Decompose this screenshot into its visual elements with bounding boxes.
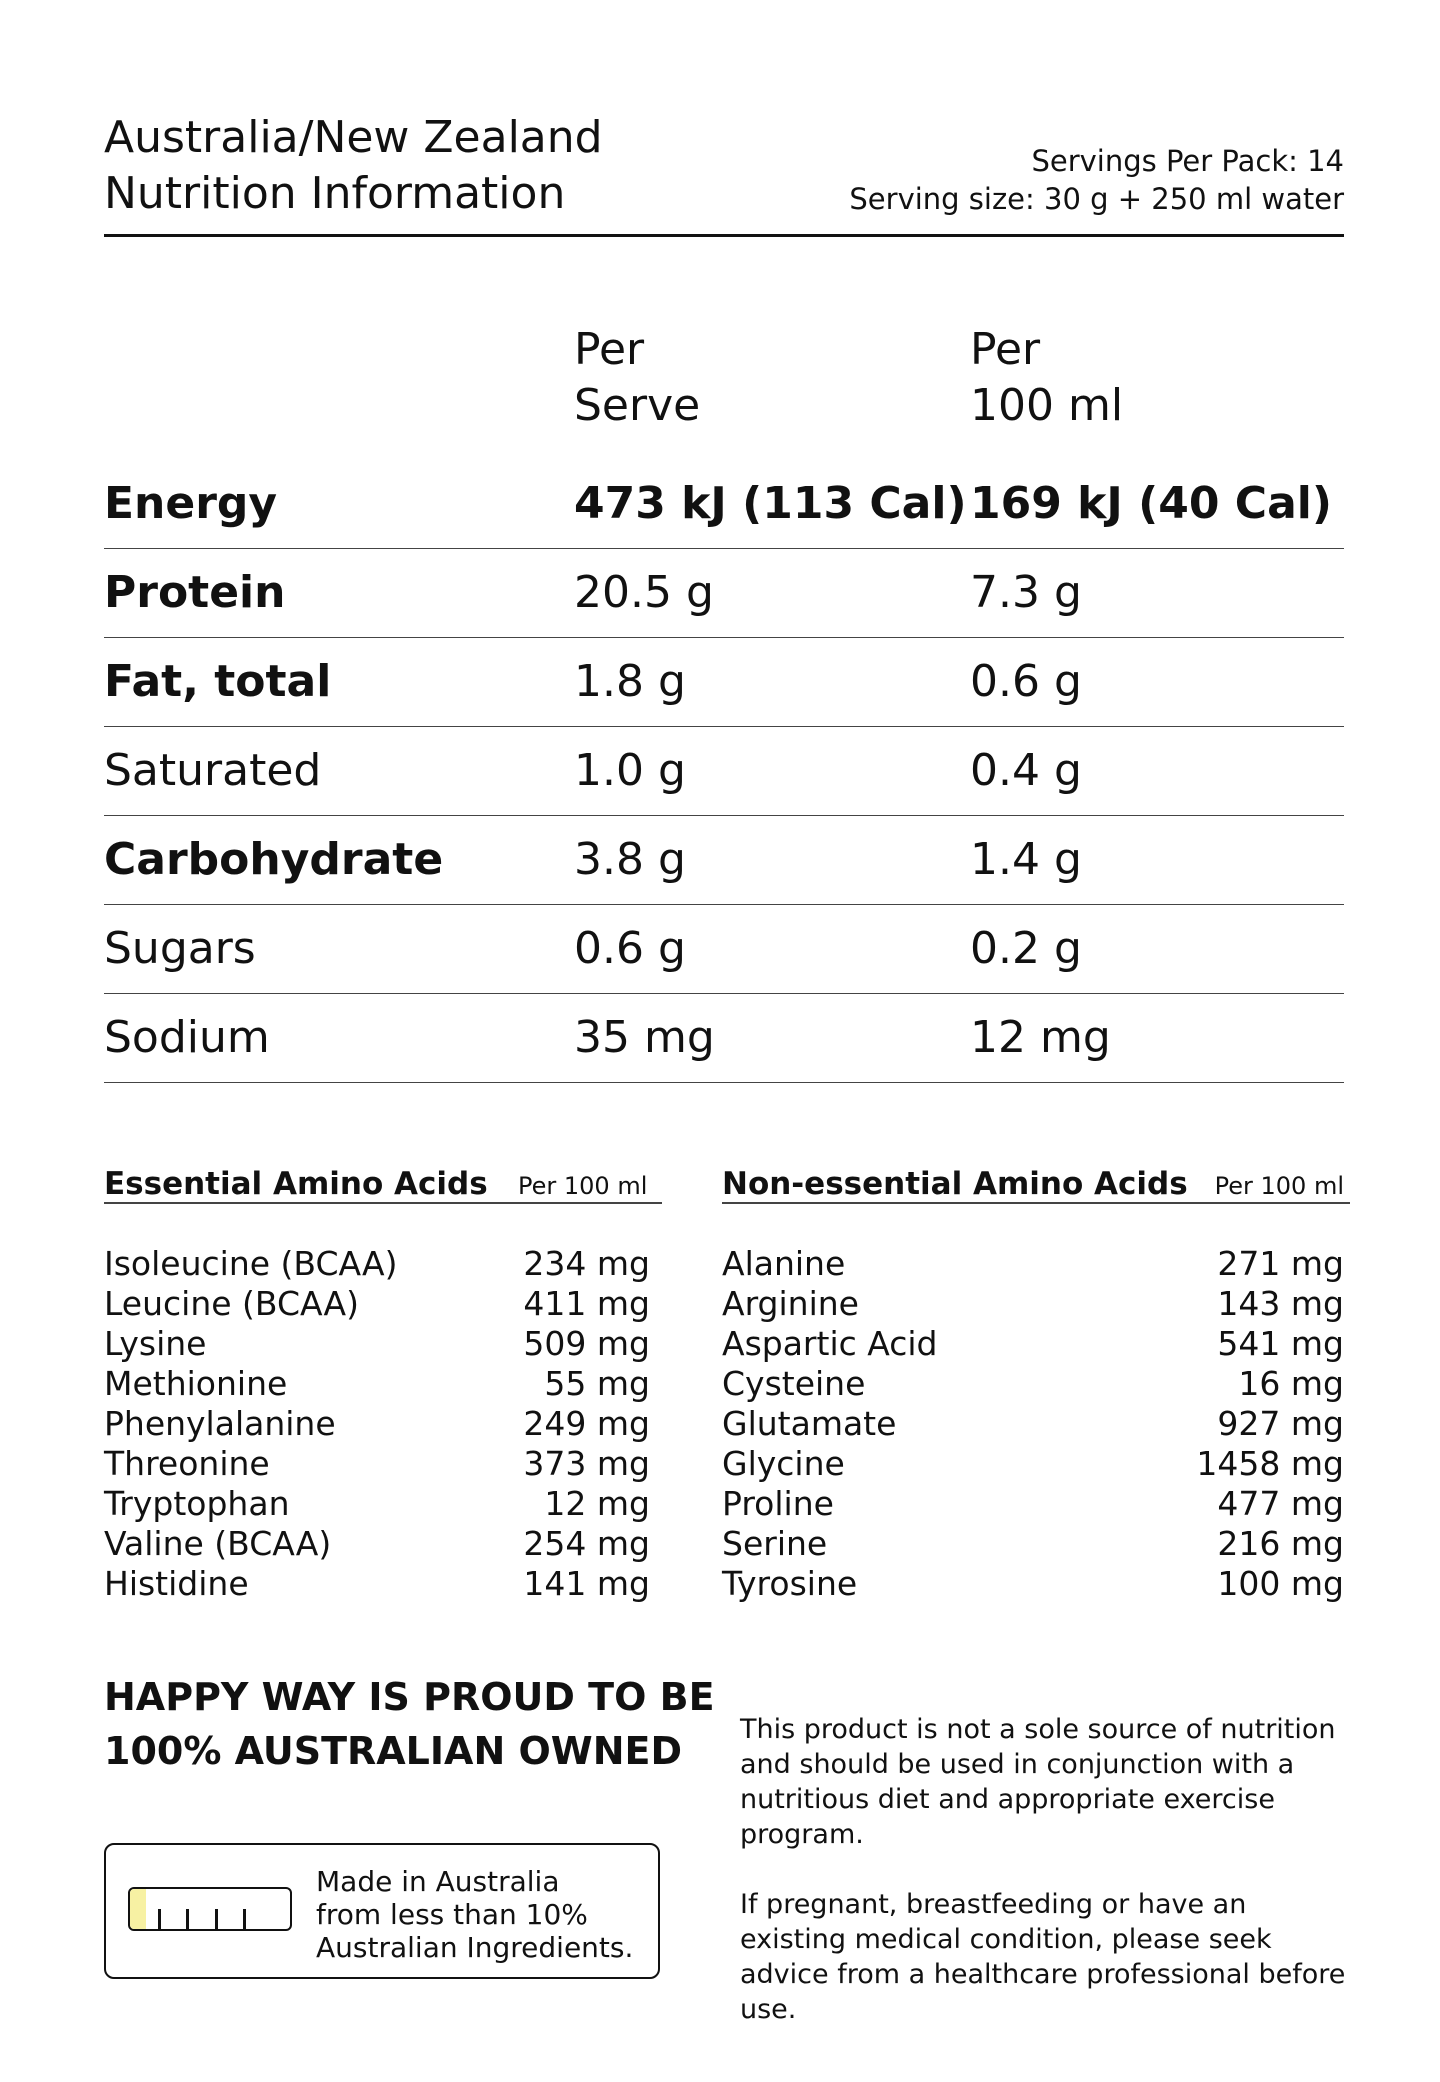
amino-value: 477 mg — [1217, 1484, 1344, 1523]
nutrition-row-sugars — [104, 905, 1344, 994]
amino-value: 1458 mg — [1196, 1444, 1344, 1483]
amino-value: 373 mg — [523, 1444, 650, 1483]
amino-name: Isoleucine (BCAA) — [104, 1244, 398, 1283]
list-item — [722, 1324, 1344, 1364]
servings-per-pack: Servings Per Pack: 14 — [1031, 144, 1344, 178]
list-item — [104, 1564, 650, 1604]
essential-amino-title: Essential Amino Acids — [104, 1166, 488, 1202]
nutrient-name: Carbohydrate — [104, 834, 444, 885]
nutrition-row-energy — [104, 460, 1344, 549]
nutrient-per-serve: 0.6 g — [574, 923, 686, 974]
made-line-3: Australian Ingredients. — [316, 1931, 634, 1964]
bar-tick — [186, 1909, 189, 1929]
amino-value: 271 mg — [1217, 1244, 1344, 1283]
list-item — [104, 1484, 650, 1524]
made-line-2: from less than 10% — [316, 1898, 588, 1931]
disclaimer-paragraph-1: This product is not a sole source of nutrition and should be used in conjunction with a nutritious diet and appropriate exercise program. — [740, 1714, 1336, 1850]
nutrient-per-serve: 35 mg — [574, 1012, 715, 1063]
col-100ml-line-2: 100 ml — [970, 380, 1124, 431]
list-item — [104, 1364, 650, 1404]
list-item — [104, 1404, 650, 1444]
nutrient-per-100ml: 169 kJ (40 Cal) — [970, 478, 1332, 529]
amino-name: Serine — [722, 1524, 828, 1563]
list-item — [104, 1524, 650, 1564]
disclaimer-paragraph-2: If pregnant, breastfeeding or have an existing medical condition, please seek advice from a healthcare professional before use. — [740, 1889, 1346, 2025]
list-item — [722, 1524, 1344, 1564]
amino-value: 541 mg — [1217, 1324, 1344, 1363]
bar-tick — [215, 1909, 218, 1929]
list-item — [722, 1444, 1344, 1484]
amino-value: 55 mg — [544, 1364, 650, 1403]
amino-name: Methionine — [104, 1364, 288, 1403]
list-item — [722, 1404, 1344, 1444]
nonessential-amino-divider — [722, 1202, 1350, 1204]
nonessential-amino-title: Non-essential Amino Acids — [722, 1166, 1188, 1202]
amino-value: 12 mg — [544, 1484, 650, 1523]
nutrient-name: Fat, total — [104, 656, 332, 707]
amino-value: 141 mg — [523, 1564, 650, 1603]
nutrient-per-serve: 3.8 g — [574, 834, 686, 885]
nutrient-name: Sugars — [104, 923, 256, 974]
bar-tick — [243, 1909, 246, 1929]
australian-owned-line-1: HAPPY WAY IS PROUD TO BE — [104, 1675, 715, 1719]
amino-value: 249 mg — [523, 1404, 650, 1443]
header-divider — [104, 234, 1344, 237]
nutrient-per-100ml: 0.4 g — [970, 745, 1082, 796]
nonessential-amino-per: Per 100 ml — [1214, 1172, 1344, 1200]
list-item — [722, 1564, 1344, 1604]
amino-value: 216 mg — [1217, 1524, 1344, 1563]
amino-name: Alanine — [722, 1244, 846, 1283]
nutrient-per-serve: 473 kJ (113 Cal) — [574, 478, 967, 529]
amino-value: 411 mg — [523, 1284, 650, 1323]
list-item — [722, 1364, 1344, 1404]
nutrient-name: Sodium — [104, 1012, 270, 1063]
title-line-2: Nutrition Information — [104, 168, 566, 219]
list-item — [722, 1484, 1344, 1524]
list-item — [104, 1284, 650, 1324]
nutrient-per-serve: 20.5 g — [574, 567, 714, 618]
made-in-australia-text — [316, 1865, 633, 1964]
nutrient-per-100ml: 1.4 g — [970, 834, 1082, 885]
amino-name: Arginine — [722, 1284, 859, 1323]
nutrient-name: Saturated — [104, 745, 322, 796]
amino-name: Tyrosine — [722, 1564, 858, 1603]
amino-value: 100 mg — [1217, 1564, 1344, 1603]
amino-value: 254 mg — [523, 1524, 650, 1563]
amino-name: Phenylalanine — [104, 1404, 336, 1443]
amino-value: 143 mg — [1217, 1284, 1344, 1323]
amino-name: Aspartic Acid — [722, 1324, 938, 1363]
col-serve-line-2: Serve — [574, 380, 701, 431]
amino-name: Histidine — [104, 1564, 249, 1603]
nutrient-per-serve: 1.8 g — [574, 656, 686, 707]
col-serve-line-1: Per — [574, 324, 645, 375]
list-item — [104, 1324, 650, 1364]
nutrient-per-100ml: 12 mg — [970, 1012, 1111, 1063]
nutrient-per-100ml: 0.2 g — [970, 923, 1082, 974]
australian-owned-line-2: 100% AUSTRALIAN OWNED — [104, 1729, 682, 1773]
made-in-australia-box — [104, 1843, 660, 1979]
made-line-1: Made in Australia — [316, 1865, 560, 1898]
amino-value: 927 mg — [1217, 1404, 1344, 1443]
ingredient-bar-fill — [130, 1889, 146, 1929]
amino-name: Lysine — [104, 1324, 207, 1363]
nutrition-row-protein — [104, 549, 1344, 638]
amino-name: Threonine — [104, 1444, 270, 1483]
title-line-1: Australia/New Zealand — [104, 112, 603, 163]
nutrient-per-100ml: 0.6 g — [970, 656, 1082, 707]
col-100ml-line-1: Per — [970, 324, 1041, 375]
amino-value: 234 mg — [523, 1244, 650, 1283]
essential-amino-per: Per 100 ml — [518, 1172, 648, 1200]
amino-name: Tryptophan — [104, 1484, 290, 1523]
list-item — [722, 1284, 1344, 1324]
amino-value: 509 mg — [523, 1324, 650, 1363]
essential-amino-divider — [104, 1202, 662, 1204]
amino-name: Proline — [722, 1484, 834, 1523]
serving-size: Serving size: 30 g + 250 ml water — [849, 182, 1344, 216]
amino-name: Valine (BCAA) — [104, 1524, 332, 1563]
amino-name: Glutamate — [722, 1404, 897, 1443]
nutrient-name: Energy — [104, 478, 278, 529]
amino-name: Leucine (BCAA) — [104, 1284, 359, 1323]
list-item — [722, 1244, 1344, 1284]
nutrition-row-saturated — [104, 727, 1344, 816]
amino-name: Glycine — [722, 1444, 845, 1483]
nutrition-row-carbohydrate — [104, 816, 1344, 905]
list-item — [104, 1244, 650, 1284]
nutrient-name: Protein — [104, 567, 286, 618]
list-item — [104, 1444, 650, 1484]
amino-name: Cysteine — [722, 1364, 866, 1403]
nutrition-row-sodium — [104, 994, 1344, 1083]
nutrient-per-serve: 1.0 g — [574, 745, 686, 796]
nutrient-per-100ml: 7.3 g — [970, 567, 1082, 618]
australian-ingredients-bar-icon — [128, 1887, 292, 1931]
nutrition-row-fat-total — [104, 638, 1344, 727]
amino-value: 16 mg — [1238, 1364, 1344, 1403]
bar-tick — [158, 1909, 161, 1929]
